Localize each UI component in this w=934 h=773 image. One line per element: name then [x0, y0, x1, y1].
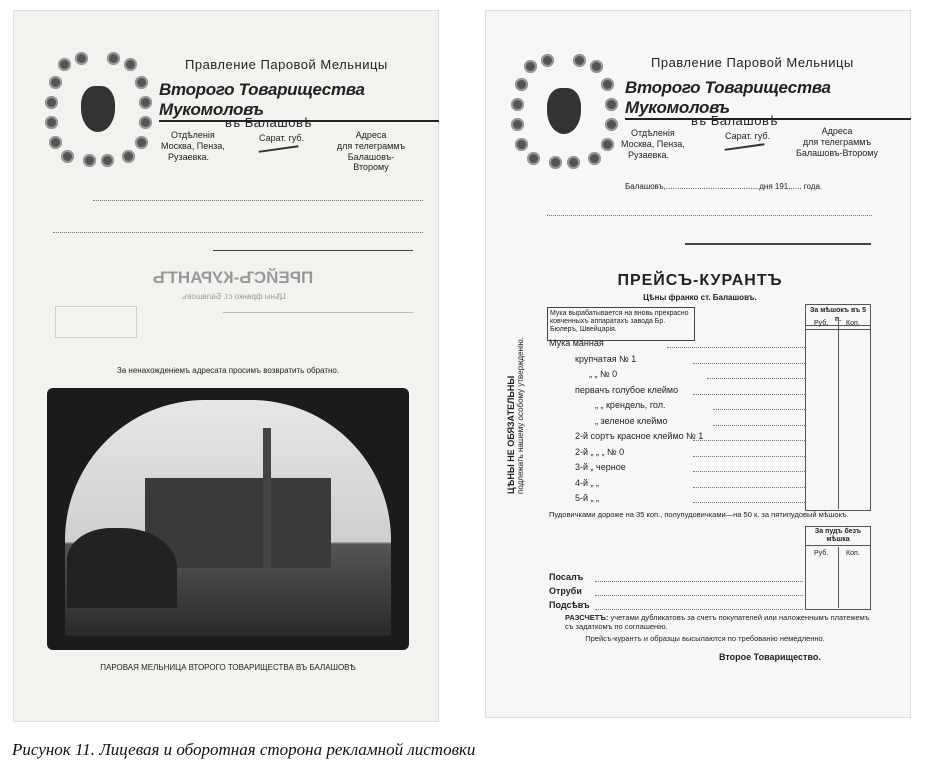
photo-caption: ПАРОВАЯ МЕЛЬНИЦА ВТОРОГО ТОВАРИЩЕСТВА ВЪ БАЛАШОВѢ — [100, 663, 356, 672]
price-row-dots — [693, 502, 805, 503]
price-grid-1 — [805, 304, 871, 511]
r-letterhead-city: въ Балашовѣ — [691, 113, 778, 128]
r-branches-2: Рузаевка. — [628, 150, 670, 160]
price-row-2-label: Посалъ — [549, 572, 584, 582]
figure-caption: Рисунок 11. Лицевая и оборотная сторона рекламной листовки — [12, 740, 476, 759]
price-list-subtitle: Цѣны франко ст. Балашовъ. — [643, 293, 757, 302]
r-province: Сарат. губ. — [725, 131, 771, 141]
price-row-2-dots — [595, 595, 803, 596]
price-row-2-label: Отруби — [549, 586, 582, 596]
r-letterhead-line2: Второго Товарищества Мукомоловъ — [625, 78, 911, 120]
price-list-title: ПРЕЙСЪ-КУРАНТЪ — [617, 272, 783, 289]
price-grid-2 — [805, 526, 871, 610]
trees — [67, 528, 177, 608]
price-row-label: „ „ № 0 — [589, 369, 618, 379]
letterhead-line1: Правление Паровой Мельницы — [185, 57, 388, 72]
price-row-dots — [693, 471, 805, 472]
grid1-subheader-line — [806, 329, 870, 330]
r-telegram-2: для телеграммъ — [802, 137, 872, 147]
back-side-sheet — [485, 10, 911, 718]
mirror-table-ghost — [55, 306, 137, 338]
price-row-label: первачъ голубое клеймо — [575, 384, 679, 395]
price-row-dots — [707, 378, 805, 379]
medals-emblem-right — [509, 52, 619, 172]
payment-label: РАЗСЧЕТЪ: — [565, 613, 609, 622]
grid1-divider — [838, 317, 839, 509]
r-telegram-3: Балашовъ-Второму — [795, 148, 879, 158]
side-note-2: подлежать нашему особому утвержденію. — [516, 337, 525, 494]
branches-2: Рузаевка. — [168, 152, 210, 162]
price-row-dots — [713, 409, 805, 410]
price-row-label: крупчатая № 1 — [575, 353, 637, 364]
r-branches-label: Отдѣленія — [631, 128, 675, 138]
price-row-dots — [693, 456, 805, 457]
wheat-icon — [725, 143, 766, 156]
buhler-note-box: Мука вырабатывается на вновь прекрасно ковченныхъ аппаратахъ завода Бр. Бюлеръ, Швейцарія. — [547, 307, 695, 341]
branches-label: Отдѣленія — [171, 130, 215, 140]
front-side-sheet — [13, 10, 439, 722]
payment-terms — [565, 613, 871, 631]
left-dotline-1 — [93, 200, 423, 201]
price-row-label: Мука манная — [549, 338, 604, 348]
col-rub: Руб. — [814, 320, 829, 327]
telegram-2: для телеграммъ — [336, 141, 406, 151]
province: Сарат. губ. — [259, 133, 305, 143]
letterhead-line2: Второго Товарищества Мукомоловъ — [159, 80, 439, 122]
telegram-1: Адреса — [355, 130, 387, 140]
price-row-label: „ „ крендель, гол. — [595, 400, 666, 410]
medals-emblem — [43, 50, 153, 170]
signature: Второе Товарищество. — [719, 652, 821, 662]
price-row-dots — [713, 425, 805, 426]
wheat-icon — [259, 145, 300, 158]
price-row-2-dots — [595, 609, 803, 610]
mirror-price-title: ПРЕЙСЪ-КУРАНТЪ — [152, 268, 314, 287]
left-dotline-2 — [53, 232, 423, 233]
side-note-1: ЦѢНЫ НЕ ОБЯЗАТЕЛЬНЫ — [506, 375, 516, 494]
grid2-divider — [838, 547, 839, 608]
r-telegram-1: Адреса — [821, 126, 853, 136]
chimney — [263, 428, 271, 568]
return-notice: За ненахожденіемъ адресата просимъ возвратить обратно. — [116, 366, 340, 375]
price-row-dots — [693, 440, 805, 441]
left-solidline-1 — [213, 250, 413, 251]
mirror-price-sub: Цѣны франко ст. Балашовъ. — [180, 292, 286, 301]
price-row-label: 4-й „ „ — [575, 477, 600, 488]
price-row-dots — [693, 363, 805, 364]
address-line-1 — [547, 215, 872, 216]
mill-photo — [47, 388, 409, 650]
r-branches-1: Москва, Пенза, — [621, 139, 685, 149]
side-note — [507, 284, 525, 494]
payment-text: учетами дубликатовъ за счетъ покупателей или наложеннымъ платежемъ съ задаткомъ по соглашенію. — [565, 613, 870, 631]
price-row-label: 3-й „ черное — [575, 462, 626, 472]
price-row-dots — [693, 394, 805, 395]
eagle-icon — [81, 86, 115, 132]
footnote-1: Пудовичками дороже на 35 коп., полупудовичками—на 50 к. за пятипудовый мѣшокъ. — [549, 510, 849, 519]
samples-note: Прейсъ-курантъ и образцы высылаются по требованію немедленно. — [585, 634, 825, 643]
price-row-dots — [667, 347, 805, 348]
branches-1: Москва, Пенза, — [161, 141, 225, 151]
price-row-label: 5-й „ „ — [575, 493, 600, 503]
col-rub-2: Руб. — [814, 550, 829, 557]
col-kop: Коп. — [846, 320, 860, 327]
telegram-3: Балашовъ-Второму — [347, 152, 395, 172]
table2-header: За пудъ безъ мѣшка — [806, 527, 870, 546]
left-solidline-2 — [223, 312, 413, 313]
table1-header: За мѣшокъ въ 5 п. — [806, 305, 870, 326]
letterhead-city: въ Балашовѣ — [225, 115, 312, 130]
price-row-label: „ зеленое клеймо — [595, 415, 668, 426]
col-kop-2: Коп. — [846, 550, 860, 557]
price-row-dots — [693, 487, 805, 488]
price-row-2-label: Подсѣвъ — [549, 600, 590, 610]
address-line-2 — [685, 243, 871, 245]
price-row-label: 2-й „ „ „ № 0 — [575, 446, 625, 457]
r-letterhead-line1: Правление Паровой Мельницы — [651, 55, 854, 70]
date-line: Балашовъ,..........................................дня 191...... года. — [625, 182, 823, 191]
price-row-2-dots — [595, 581, 803, 582]
eagle-icon — [547, 88, 581, 134]
price-row-label: 2-й сортъ красное клеймо № 1 — [575, 431, 704, 441]
